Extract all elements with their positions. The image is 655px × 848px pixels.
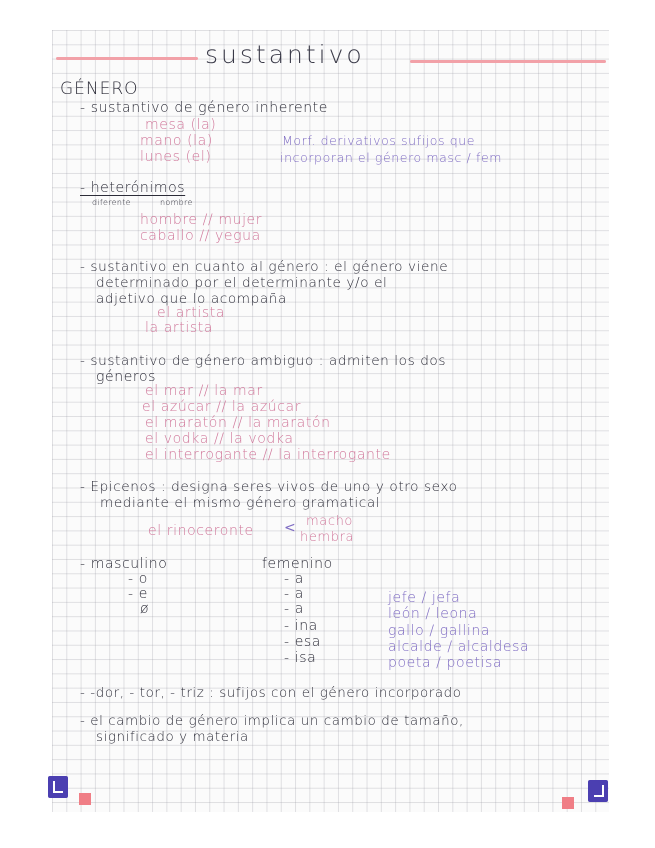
masculine-heading: - masculino — [80, 556, 168, 572]
masc-ending-e: - e — [128, 586, 148, 602]
title-bar-right — [410, 60, 606, 63]
note-derivative-suffixes: Morf. derivativos sufijos que — [282, 133, 476, 148]
page-title: sustantivo — [205, 40, 365, 69]
ambiguous-gender-line-2: géneros — [96, 369, 157, 385]
pair-jefe: jefe / jefa — [388, 590, 461, 606]
title-bar-left — [56, 57, 198, 60]
fem-ending-esa: - esa — [284, 634, 321, 650]
fem-ending-a-2: - a — [284, 586, 304, 602]
example-mano: mano (la) — [140, 133, 213, 149]
example-la-artista: la artista — [145, 320, 213, 336]
corner-logo-left-icon — [48, 776, 68, 798]
epicenes-line-2: mediante el mismo género gramatical — [100, 495, 381, 511]
example-interrogante: el interrogante // la interrogante — [145, 447, 391, 463]
section-heading: GÉNERO — [60, 79, 139, 99]
heteronyms-sub-diferente: diferente — [92, 198, 131, 207]
ambiguous-gender-line-1: - sustantivo de género ambiguo : admiten los dos — [80, 353, 447, 369]
example-rinoceronte: el rinoceronte — [148, 523, 254, 539]
determined-gender-line-3: adjetivo que lo acompaña — [96, 291, 287, 307]
page-margin-right — [609, 0, 655, 848]
example-vodka: el vodka // la vodka — [145, 431, 294, 447]
pair-poeta: poeta / poetisa — [388, 655, 503, 671]
fem-ending-isa: - isa — [284, 650, 317, 666]
branch-arrow-icon: < — [284, 520, 296, 536]
example-azucar: el azúcar // la azúcar — [142, 399, 302, 415]
example-hembra: hembra — [300, 530, 355, 545]
page-margin-bottom — [0, 812, 655, 848]
heteronyms-sub-nombre: nombre — [160, 198, 193, 207]
gender-change-line-1: - el cambio de género implica un cambio de tamaño, — [80, 714, 464, 729]
heteronyms-heading — [80, 180, 185, 196]
page-margin-left — [0, 0, 52, 848]
example-lunes: lunes (el) — [140, 149, 212, 165]
example-caballo-yegua: caballo // yegua — [140, 228, 261, 244]
example-macho: macho — [306, 514, 353, 529]
masc-ending-o: - o — [128, 571, 148, 587]
example-el-artista: el artista — [157, 305, 226, 321]
determined-gender-line-1: - sustantivo en cuanto al género : el género viene — [80, 259, 449, 275]
page-margin-top — [0, 0, 655, 30]
suffixes-line: - -dor, - tor, - triz : sufijos con el género incorporado — [80, 686, 462, 701]
pair-gallo: gallo / gallina — [388, 623, 491, 639]
example-mar: el mar // la mar — [145, 383, 263, 399]
example-maraton: el maratón // la maratón — [145, 415, 331, 431]
masc-ending-zero: ø — [140, 601, 150, 617]
pair-alcalde: alcalde / alcaldesa — [388, 639, 530, 655]
determined-gender-line-2: determinado por el determinante y/o el — [96, 275, 388, 291]
note-incorporate-gender: incorporan el género masc / fem — [280, 150, 503, 165]
example-hombre-mujer: hombre // mujer — [140, 212, 263, 228]
fem-ending-a-1: - a — [284, 571, 304, 587]
gender-change-line-2: significado y materia — [96, 730, 249, 745]
fem-ending-ina: - ina — [284, 618, 318, 634]
epicenes-line-1: - Epicenos : designa seres vivos de uno y otro sexo — [80, 479, 458, 495]
feminine-heading: femenino — [262, 556, 333, 572]
inherent-gender-heading: - sustantivo de género inherente — [80, 100, 328, 116]
heteronyms-label: - heterónimos — [80, 180, 186, 196]
example-mesa: mesa (la) — [145, 117, 217, 133]
corner-logo-right-icon — [588, 780, 608, 802]
corner-square-right — [562, 797, 574, 809]
corner-square-left — [79, 793, 91, 805]
fem-ending-a-3: - a — [284, 601, 304, 617]
pair-leon: león / leona — [388, 606, 478, 622]
